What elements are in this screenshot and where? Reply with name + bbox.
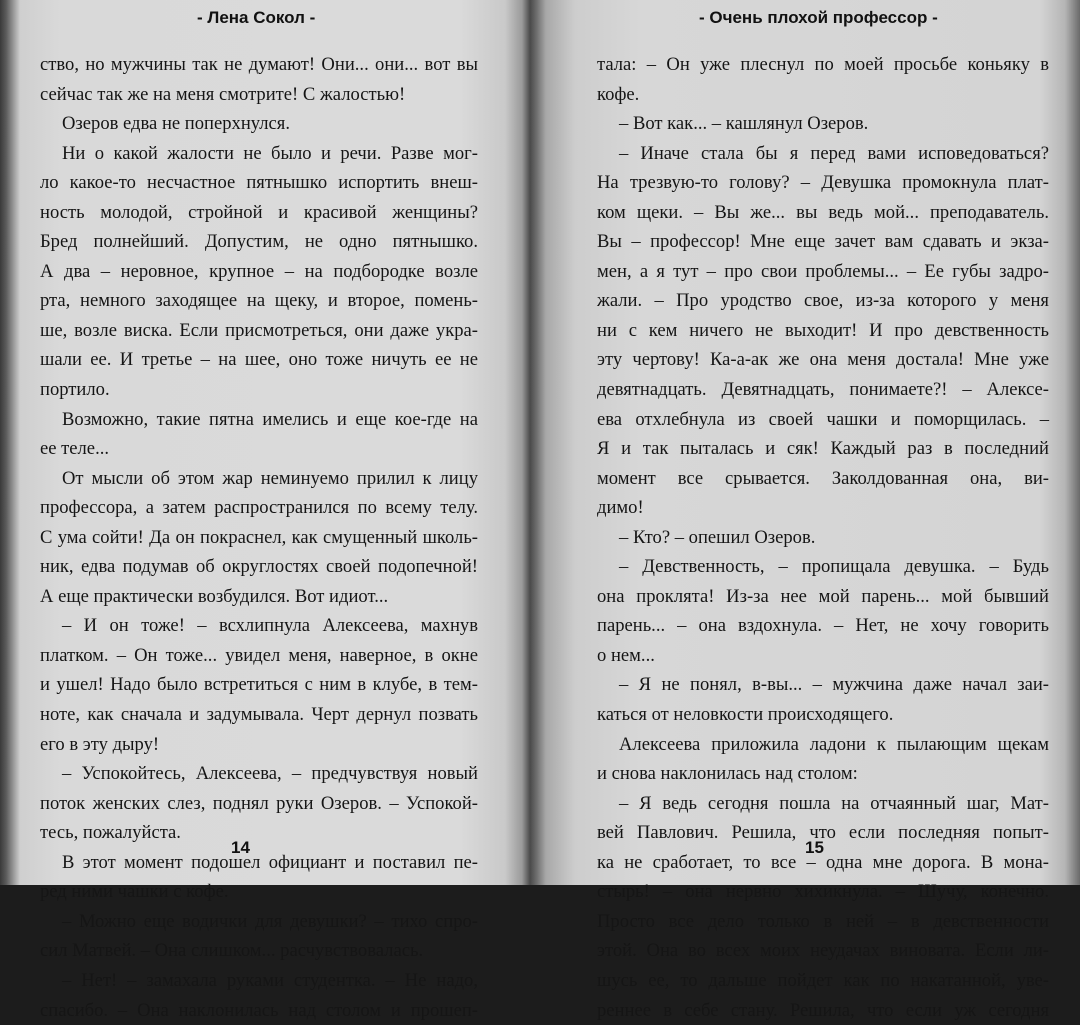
text-line: – Девственность, – пропищала девушка. – Будь: [597, 552, 1049, 582]
text-line: момент все срывается. Заколдованная она, ви-: [597, 464, 1049, 494]
text-line: Бред полнейший. Допустим, не одно пятнышко.: [40, 227, 478, 257]
text-line: ред ними чашки с кофе.: [40, 877, 478, 907]
running-head-title: - Очень плохой профессор -: [699, 8, 938, 28]
text-line: Вы – профессор! Мне еще зачет вам сдавать и экза-: [597, 227, 1049, 257]
text-line: Озеров едва не поперхнулся.: [40, 109, 478, 139]
text-line: спасибо. – Она наклонилась над столом и прошеп-: [40, 996, 478, 1025]
text-line: сил Матвей. – Она слишком... расчувствовалась.: [40, 936, 478, 966]
text-line: платком. – Он тоже... увидел меня, наверное, в окне: [40, 641, 478, 671]
text-line: – И он тоже! – всхлипнула Алексеева, махнув: [40, 611, 478, 641]
text-line: От мысли об этом жар неминуемо прилил к лицу: [40, 464, 478, 494]
text-line: поток женских слез, поднял руки Озеров. – Успокой-: [40, 789, 478, 819]
text-line: портило.: [40, 375, 478, 405]
text-line: вей Павлович. Решила, что если последняя попыт-: [597, 818, 1049, 848]
left-page-text: [40, 50, 478, 1025]
text-line: и снова наклонилась над столом:: [597, 759, 1049, 789]
text-line: – Можно еще водички для девушки? – тихо спро-: [40, 907, 478, 937]
text-line: А два – неровное, крупное – на подбородке возле: [40, 257, 478, 287]
text-line: Ни о какой жалости не было и речи. Разве мог-: [40, 139, 478, 169]
text-line: ком щеки. – Вы же... вы ведь мой... преподаватель.: [597, 198, 1049, 228]
text-line: С ума сойти! Да он покраснел, как смущенный школь-: [40, 523, 478, 553]
text-line: шали ее. И третье – на шее, оно тоже ничуть ее не: [40, 345, 478, 375]
text-line: А еще практически возбудился. Вот идиот...: [40, 582, 478, 612]
text-line: – Успокойтесь, Алексеева, – предчувствуя новый: [40, 759, 478, 789]
text-line: ее теле...: [40, 434, 478, 464]
right-page-text: [597, 50, 1049, 1025]
text-line: каться от неловкости происходящего.: [597, 700, 1049, 730]
text-line: ева отхлебнула из своей чашки и поморщилась. –: [597, 405, 1049, 435]
text-line: – Нет! – замахала руками студентка. – Не надо,: [40, 966, 478, 996]
text-line: На трезвую-то голову? – Девушка промокнула плат-: [597, 168, 1049, 198]
text-line: кофе.: [597, 80, 1049, 110]
text-line: димо!: [597, 493, 1049, 523]
text-line: мен, а я тут – про свои проблемы... – Ее губы задро-: [597, 257, 1049, 287]
text-line: ность молодой, стройной и красивой женщины?: [40, 198, 478, 228]
text-line: стырь! – она нервно хихикнула. – Шучу, конечно.: [597, 877, 1049, 907]
text-line: ка не сработает, то все – одна мне дорогa. В мона-: [597, 848, 1049, 878]
text-line: рта, немного заходящее на щеку, и второе, помень-: [40, 286, 478, 316]
running-head-author: - Лена Сокол -: [197, 8, 315, 28]
text-line: – Я не понял, в-вы... – мужчина даже начал заи-: [597, 670, 1049, 700]
text-line: ство, но мужчины так не думают! Они... они... вот вы: [40, 50, 478, 80]
text-line: тала: – Он уже плеснул по моей просьбе коньяку в: [597, 50, 1049, 80]
text-line: ник, едва подумав об округлостях своей подопечной!: [40, 552, 478, 582]
text-line: о нем...: [597, 641, 1049, 671]
text-line: этой. Она во всех моих неудачах виновата. Если ли-: [597, 936, 1049, 966]
text-line: Просто все дело только в ней – в девственности: [597, 907, 1049, 937]
text-line: его в эту дыру!: [40, 730, 478, 760]
text-line: – Иначе стала бы я перед вами исповедоваться?: [597, 139, 1049, 169]
text-line: профессора, а затем распространился по всему телу.: [40, 493, 478, 523]
text-line: парень... – она вздохнула. – Нет, не хочу говорить: [597, 611, 1049, 641]
text-line: Алексеева приложила ладони к пылающим щекам: [597, 730, 1049, 760]
page-number: 15: [805, 838, 824, 858]
left-page: [0, 0, 525, 885]
text-line: ноте, как сначала и задумывала. Черт дернул позвать: [40, 700, 478, 730]
text-line: шусь ее, то дальше пойдет как по накатанной, уве-: [597, 966, 1049, 996]
page-number: 14: [231, 838, 250, 858]
text-line: ше, возле виска. Если присмотреться, они даже укра-: [40, 316, 478, 346]
text-line: Я и так пыталась и сяк! Каждый раз в последний: [597, 434, 1049, 464]
text-line: девятнадцать. Девятнадцать, понимаете?! – Алексе-: [597, 375, 1049, 405]
text-line: – Кто? – опешил Озеров.: [597, 523, 1049, 553]
text-line: Возможно, такие пятна имелись и еще кое-где на: [40, 405, 478, 435]
text-line: реннее в себе стану. Решила, что если уж сегодня: [597, 996, 1049, 1025]
text-line: жали. – Про уродство свое, из-за которого у меня: [597, 286, 1049, 316]
text-line: эту чертову! Ка-а-ак же она меня достала! Мне уже: [597, 345, 1049, 375]
text-line: ло какое-то несчастное пятнышко испортить внеш-: [40, 168, 478, 198]
text-line: и ушел! Надо было встретиться с ним в клубе, в тем-: [40, 670, 478, 700]
text-line: сейчас так же на меня смотрите! С жалостью!: [40, 80, 478, 110]
text-line: она проклята! Из-за нее мой парень... мой бывший: [597, 582, 1049, 612]
text-line: В этот момент подошел официант и поставил пе-: [40, 848, 478, 878]
text-line: – Вот как... – кашлянул Озеров.: [597, 109, 1049, 139]
text-line: тесь, пожалуйста.: [40, 818, 478, 848]
text-line: ни с кем ничего не выходит! И про девственность: [597, 316, 1049, 346]
text-line: – Я ведь сегодня пошла на отчаянный шаг, Мат-: [597, 789, 1049, 819]
right-page: [535, 0, 1080, 885]
